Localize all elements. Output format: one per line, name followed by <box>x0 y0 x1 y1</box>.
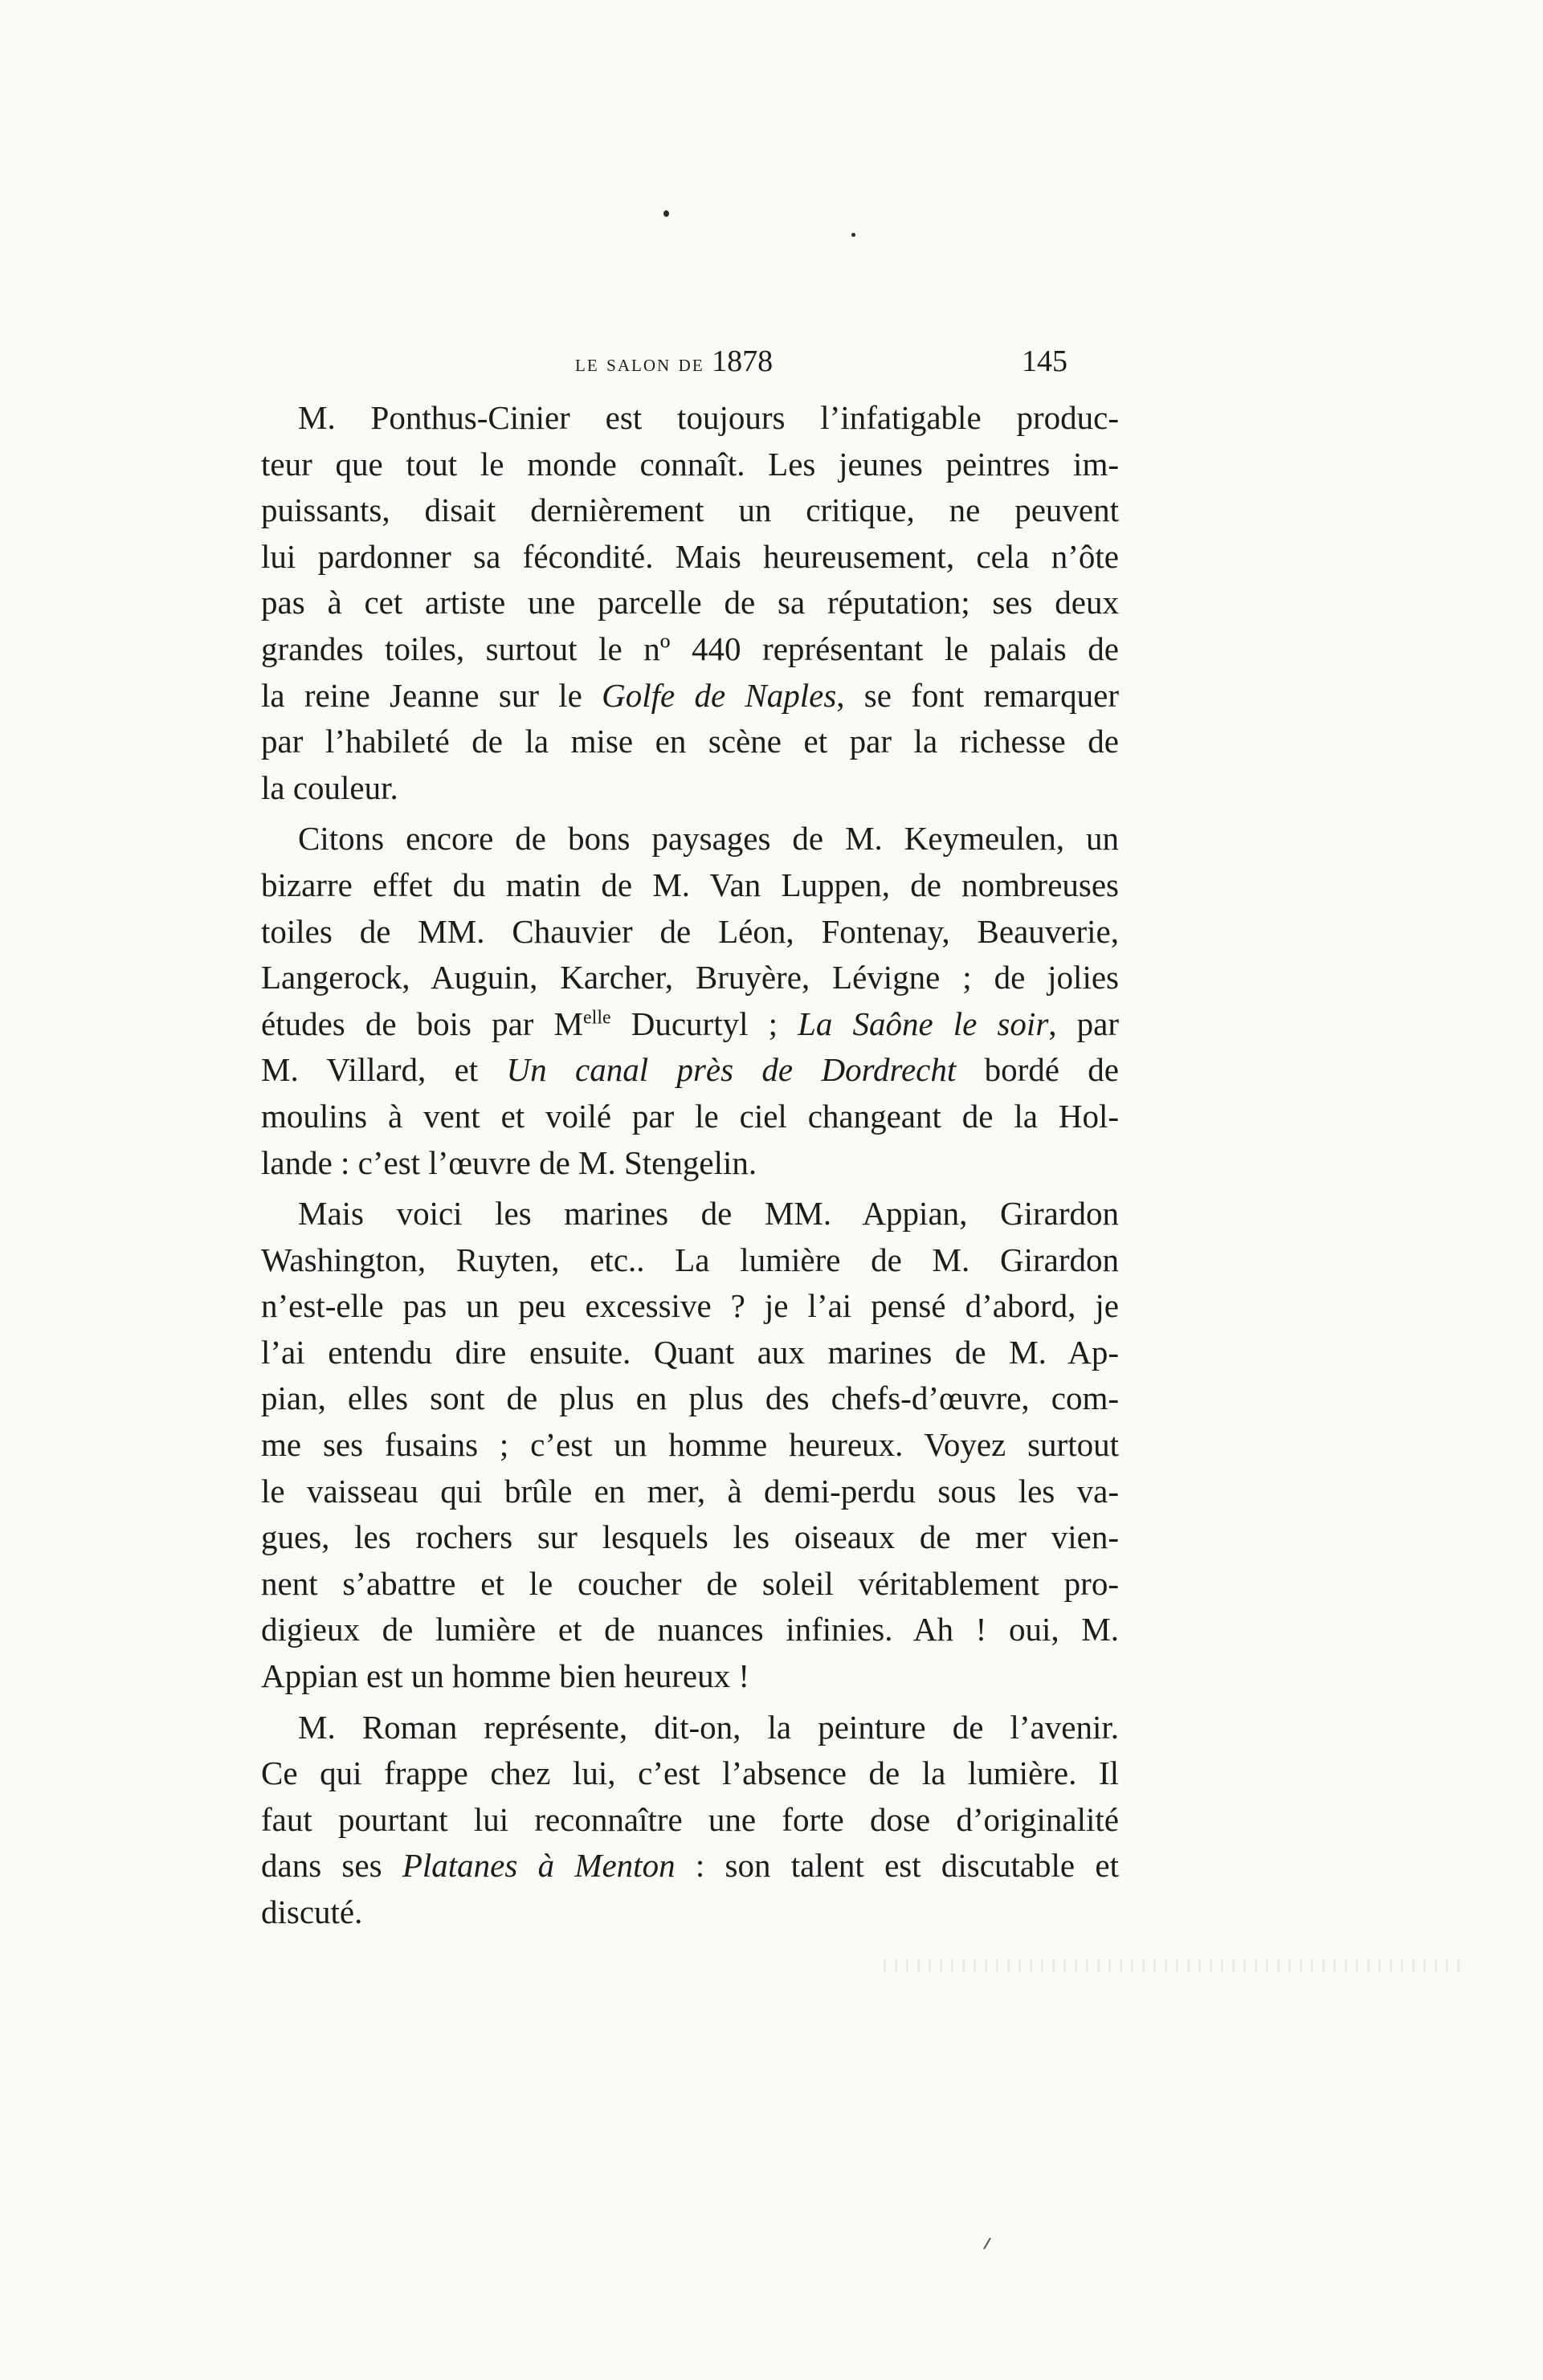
text-line: gues, les rochers sur lesquels les oiseaux de mer vien- <box>261 1518 1119 1556</box>
text-line: par l’habileté de la mise en scène et par la richesse de <box>261 723 1119 760</box>
text-line: puissants, disait dernièrement un critique, ne peuvent <box>261 491 1119 529</box>
text-line: teur que tout le monde connaît. Les jeunes peintres im- <box>261 445 1119 483</box>
running-title: le salon de 1878 <box>575 344 774 378</box>
artwork-title: Un canal près de Dordrecht <box>506 1051 957 1089</box>
text-line: la reine Jeanne sur le Golfe de Naples, se font remarquer <box>261 676 1119 714</box>
page-number: 145 <box>1022 344 1067 378</box>
text-line: l’ai entendu dire ensuite. Quant aux marines de M. Ap- <box>261 1333 1119 1371</box>
text-line: moulins à vent et voilé par le ciel changeant de la Hol- <box>261 1097 1119 1135</box>
artwork-title: La Saône le soir <box>798 1005 1049 1042</box>
text-line: la couleur. <box>261 768 398 806</box>
text-line: pas à cet artiste une parcelle de sa réputation; ses deux <box>261 584 1119 621</box>
scan-noise <box>884 1959 1462 1972</box>
paragraph-3 <box>261 1191 1119 1700</box>
ink-speck <box>663 210 669 217</box>
artwork-title: Platanes à Menton <box>402 1847 676 1885</box>
text-line: Mais voici les marines de MM. Appian, Girardon <box>298 1195 1119 1233</box>
running-head <box>0 344 1543 384</box>
text-line: discuté. <box>261 1893 363 1930</box>
text-line: Washington, Ruyten, etc.. La lumière de M. Girardon <box>261 1241 1119 1278</box>
text-line: n’est-elle pas un peu excessive ? je l’ai pensé d’abord, je <box>261 1287 1119 1325</box>
text-line: bizarre effet du matin de M. Van Luppen, de nombreuses <box>261 866 1119 903</box>
pencil-mark <box>983 2238 991 2250</box>
text-line: M. Roman représente, dit-on, la peinture de l’avenir. <box>298 1708 1119 1746</box>
text-line: me ses fusains ; c’est un homme heureux. Voyez surtout <box>261 1426 1119 1464</box>
text-line: M. Villard, et Un canal près de Dordrecht bordé de <box>261 1051 1119 1089</box>
text-line: nent s’abattre et le coucher de soleil véritablement pro- <box>261 1564 1119 1602</box>
text-line: digieux de lumière et de nuances infinies. Ah ! oui, M. <box>261 1611 1119 1648</box>
text-line: faut pourtant lui reconnaître une forte dose d’originalité <box>261 1800 1119 1838</box>
body-text <box>261 395 1119 1936</box>
text-line: le vaisseau qui brûle en mer, à demi-perdu sous les va- <box>261 1472 1119 1510</box>
text-line: lande : c’est l’œuvre de M. Stengelin. <box>261 1143 757 1181</box>
text-line: Langerock, Auguin, Karcher, Bruyère, Lévigne ; de jolies <box>261 959 1119 996</box>
running-title-year: 1878 <box>712 344 774 378</box>
text-line: Citons encore de bons paysages de M. Keymeulen, un <box>298 820 1119 858</box>
artwork-title: Golfe de Naples <box>602 676 837 714</box>
ink-speck <box>851 233 855 237</box>
text-line: toiles de MM. Chauvier de Léon, Fontenay, Beauverie, <box>261 912 1119 950</box>
text-line: Appian est un homme bien heureux ! <box>261 1657 750 1695</box>
text-line: lui pardonner sa fécondité. Mais heureusement, cela n’ôte <box>261 537 1119 575</box>
text-line: M. Ponthus-Cinier est toujours l’infatigable produc- <box>298 399 1119 436</box>
text-line: dans ses Platanes à Menton : son talent est discutable et <box>261 1847 1119 1885</box>
paragraph-4 <box>261 1705 1119 1936</box>
paragraph-2 <box>261 816 1119 1186</box>
text-line: pian, elles sont de plus en plus des chefs-d’œuvre, com- <box>261 1380 1119 1417</box>
text-line: grandes toiles, surtout le nº 440 représentant le palais de <box>261 630 1119 667</box>
text-line: Ce qui frappe chez lui, c’est l’absence de la lumière. Il <box>261 1754 1119 1792</box>
paragraph-1 <box>261 395 1119 811</box>
text-line: études de bois par $M^{elle}$ Ducurtyl ; La Saône le soir, par <box>261 1005 1119 1042</box>
